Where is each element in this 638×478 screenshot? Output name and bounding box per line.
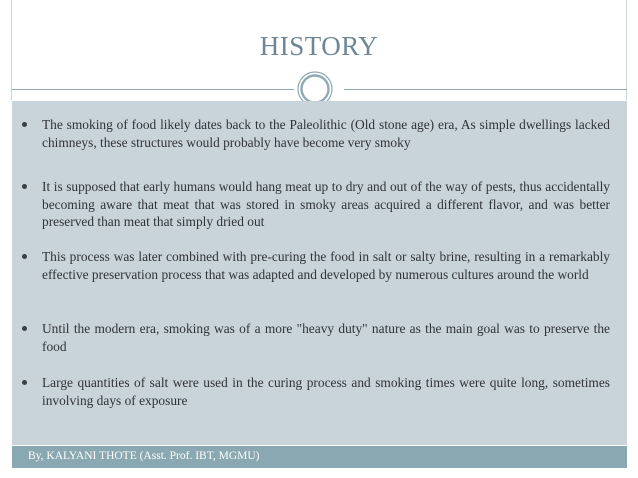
footer-author: By, KALYANI THOTE (Asst. Prof. IBT, MGMU) <box>28 450 260 462</box>
bullet-dot-icon <box>22 122 27 127</box>
bullet-item <box>42 116 610 151</box>
footer-bar <box>12 446 627 468</box>
bullet-dot-icon <box>22 326 27 331</box>
bullet-item <box>42 320 610 355</box>
bullet-item <box>42 248 610 283</box>
divider-left <box>12 89 294 90</box>
bullet-item <box>42 178 610 231</box>
content-panel <box>12 101 627 445</box>
bullet-text: Until the modern era, smoking was of a more "heavy duty" nature as the main goal was to preserve the food <box>42 321 610 354</box>
divider-right <box>344 89 627 90</box>
bullet-dot-icon <box>22 254 27 259</box>
bullet-text: The smoking of food likely dates back to the Paleolithic (Old stone age) era, As simple dwellings lacked chimneys, these structures would probably have become very smoky <box>42 117 610 150</box>
bullet-text: It is supposed that early humans would hang meat up to dry and out of the way of pests, thus accidentally becoming aware that meat that was stored in smoky areas acquired a different flavor, and was better preserved than meat that simply dried out <box>42 179 610 229</box>
bullet-dot-icon <box>22 380 27 385</box>
bullet-text: Large quantities of salt were used in the curing process and smoking times were quite long, sometimes involving days of exposure <box>42 375 610 408</box>
bullet-text: This process was later combined with pre-curing the food in salt or salty brine, resulting in a remarkably effective preservation process that was adapted and developed by numerous cultures around the world <box>42 249 610 282</box>
slide-title: HISTORY <box>259 31 379 61</box>
bullet-item <box>42 374 610 409</box>
bullet-dot-icon <box>22 184 27 189</box>
